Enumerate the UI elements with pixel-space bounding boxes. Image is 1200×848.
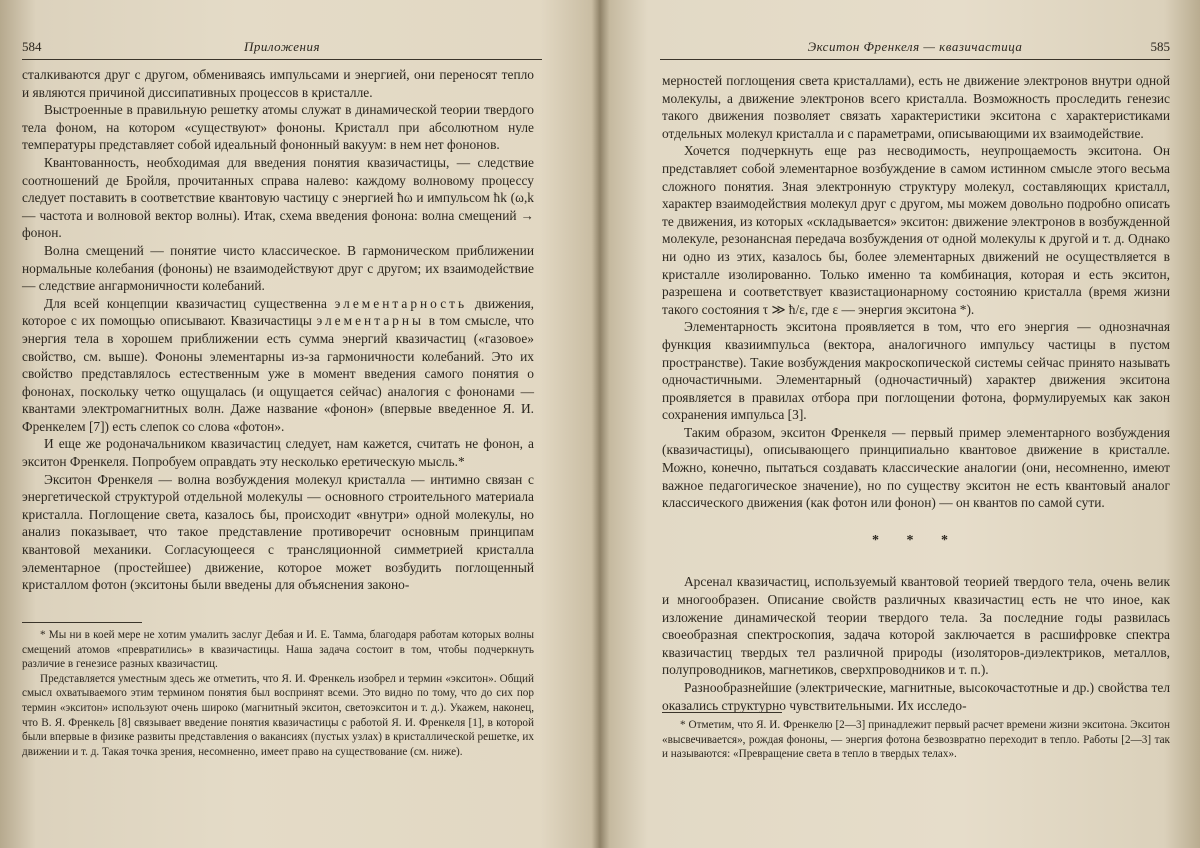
left-page-header — [22, 38, 542, 58]
header-rule — [660, 59, 1170, 60]
footnote-rule — [662, 712, 782, 713]
paragraph: сталкиваются друг с другом, обмениваясь импульсами и энергией, они переносят тепло и являются причиной диссипативных процессов в кристалле. — [22, 67, 534, 100]
paragraph: мерностей поглощения света кристаллами), есть не движение электронов внутри одной молекулы, а движение электронов всего кристалла. Возможность проследить генезис такого движения позволяет связать характеристики экситона с характеристиками отдельных молекул кристалла и с параметрами, описывающими их взаимодействие. — [662, 73, 1170, 141]
right-footnotes — [662, 718, 1170, 762]
paragraph: Арсенал квазичастиц, используемый квантовой теорией твердого тела, очень велик и многообразен. Описание свойств различных квазичастиц есть не что иное, как изложение динамической теории твердого тела. За последние годы развилась своеобразная спектроскопия, задача которой заключается в расшифровке спектра квазичастиц твердых тел различной природы (изоляторов-диэлектриков, металлов, полупроводников, магнетиков, сверхпроводников и т. п.). — [662, 574, 1170, 678]
text-run: движения, которое с их помощью описывают. Квазичастицы — [22, 295, 534, 329]
text-run: в том смысле, что энергия тела в хорошем приближении есть сумма энергий квазичастиц («газовое» свойство, см. выше). Фононы элементарны из-за гармоничности колебаний. Это их свойство представлялось естественным уже в момент введения самого понятия о фононах, поскольку четко ощущалась (и ощущается сейчас) аналогия с фононами — квантами электромагнитных волн. Даже название «фонон» (впервые введенное Я. И. Френкелем [7]) есть слепок со слова «фотон». — [22, 313, 534, 434]
right-page-header — [660, 38, 1170, 58]
footnote: * Отметим, что Я. И. Френкелю [2—3] принадлежит первый расчет времени жизни экситона. Экситон «высвечивается», рождая фононы, — энергия фотона безвозвратно переходит в тепло. Работы [2—3] так и называются: «Превращение света в тепло в твердых телах». — [662, 719, 1170, 761]
right-page-body — [662, 72, 1170, 714]
paragraph: Квантованность, необходимая для введения понятия квазичастицы, — следствие соотношений де Бройля, прочитанных справа налево: каждому волновому процессу следует поставить в соответствие квантовую частицу с энергией ħω и импульсом ħk (ω,k — частота и волновой вектор волны). Итак, схема введения фонона: волна смещений → фонон. — [22, 154, 534, 241]
spaced-term: элементарны — [316, 313, 425, 329]
spaced-term: элементарность — [334, 295, 468, 311]
right-page — [600, 0, 1200, 848]
left-footnotes — [22, 628, 534, 759]
page-number: 585 — [1150, 39, 1170, 54]
running-head: Экситон Френкеля — квазичастица — [807, 39, 1023, 54]
page-number: 584 — [22, 39, 42, 54]
text-run: Для всей концепции квазичастиц существенна — [44, 295, 327, 311]
paragraph: Волна смещений — понятие чисто классическое. В гармоническом приближении нормальные колебания (фононы) не взаимодействуют друг с другом; их взаимодействие — следствие ангармоничности колебаний. — [22, 242, 534, 294]
header-rule — [22, 59, 542, 60]
paragraph: Элементарность экситона проявляется в том, что его энергия — однозначная функция квазиимпульса (вектора, аналогичного импульсу частицы в пустом пространстве). Такие возбуждения макроскопической системы сейчас принято называть одночастичными. Элементарный (одночастичный) характер движения экситона проявляется в правилах отбора при поглощении фотона, формулируемых как закон сохранения импульса [3]. — [662, 319, 1170, 423]
paragraph — [22, 295, 534, 436]
running-head: Приложения — [243, 39, 321, 54]
paragraph: Разнообразнейшие (электрические, магнитные, высокочастотные и др.) свойства тел оказались структурно чувствительными. Их исследо- — [662, 680, 1170, 713]
footnote: Представляется уместным здесь же отметить, что Я. И. Френкель изобрел и термин «экситон». Общий смысл охватываемого этим термином понятия был воспринят всеми. Это видно по тому, что до сих пор термин «экситон» используют очень широко (магнитный экситон, светоэкситон и т. д.). Укажем, наконец, что В. Я. Френкель [8] связывает введение понятия квазичастицы с работой Я. И. Френкеля [1], в которой были впервые в физике развиты представления о вакансиях (пустых узлах) в кристаллической решетке, их движении и т. д. Такая точка зрения, несомненно, имеет право на существование (см. ниже). — [22, 672, 534, 758]
left-page-body — [22, 66, 534, 594]
paragraph: И еще же родоначальником квазичастиц следует, нам кажется, считать не фонон, а экситон Френкеля. Попробуем оправдать эту несколько еретическую мысль.* — [22, 436, 534, 470]
paragraph: Хочется подчеркнуть еще раз несводимость, неупрощаемость экситона. Он представляет собой элементарное возбуждение в самом истинном смысле этого весьма сложного понятия. Зная электронную структуру молекул, составляющих кристалл, характер взаимодействия молекул друг с другом, мы можем довольно подробно описать те движения, из которых «складывается» экситон: движение электронов в возбужденной молекуле, резонансная передача возбуждения от одной молекулы к другой и т. д. Однако ни одно из этих, казалось бы, более элементарных движений не осуществляется в кристалле изолированно. Только именно та комбинация, которая и есть экситон, разрешена и соответствует квазистационарному состоянию кристалла (время жизни такого состояния τ ≫ ħ/ε, где ε — энергия экситона *). — [662, 143, 1170, 317]
paragraph: Экситон Френкеля — волна возбуждения молекул кристалла — интимно связан с энергетической структурой отдельной молекулы — основного строительного материала кристалла. Поглощение света, казалось бы, происходит «внутри» одной молекулы, но анализ показывает, что такое представление противоречит основным принципам квантовой механики. Согласующееся с трансляционной симметрией кристалла элементарное (простейшее) движение, которое может возбудить поглощенный кристаллом фотон (экситоны были введены для объяснения законо- — [22, 471, 534, 593]
paragraph: Таким образом, экситон Френкеля — первый пример элементарного возбуждения (квазичастицы), описывающего принципиально квантовое движение в кристалле. Можно, конечно, пытаться создавать классические аналогии (они, несомненно, имеют важное педагогическое значение), но по существу экситон не есть квантовый аналог классического движения (как фотон или фонон) — он квантов по самой сути. — [662, 424, 1170, 511]
footnote: * Мы ни в коей мере не хотим умалить заслуг Дебая и И. Е. Тамма, благодаря работам которых волны смещений атомов «превратились» в квазичастицы. Наша задача состоит в том, чтобы подчеркнуть различие в генезисе разных квазичастиц. — [22, 629, 534, 671]
footnote-rule — [22, 622, 142, 623]
paragraph: Выстроенные в правильную решетку атомы служат в динамической теории твердого тела фоном, на котором «существуют» фононы. Кристалл при абсолютном нуле температуры представляет собой идеальный фононный вакуум: в нем нет фононов. — [22, 102, 534, 153]
section-separator: * * * — [872, 532, 960, 548]
